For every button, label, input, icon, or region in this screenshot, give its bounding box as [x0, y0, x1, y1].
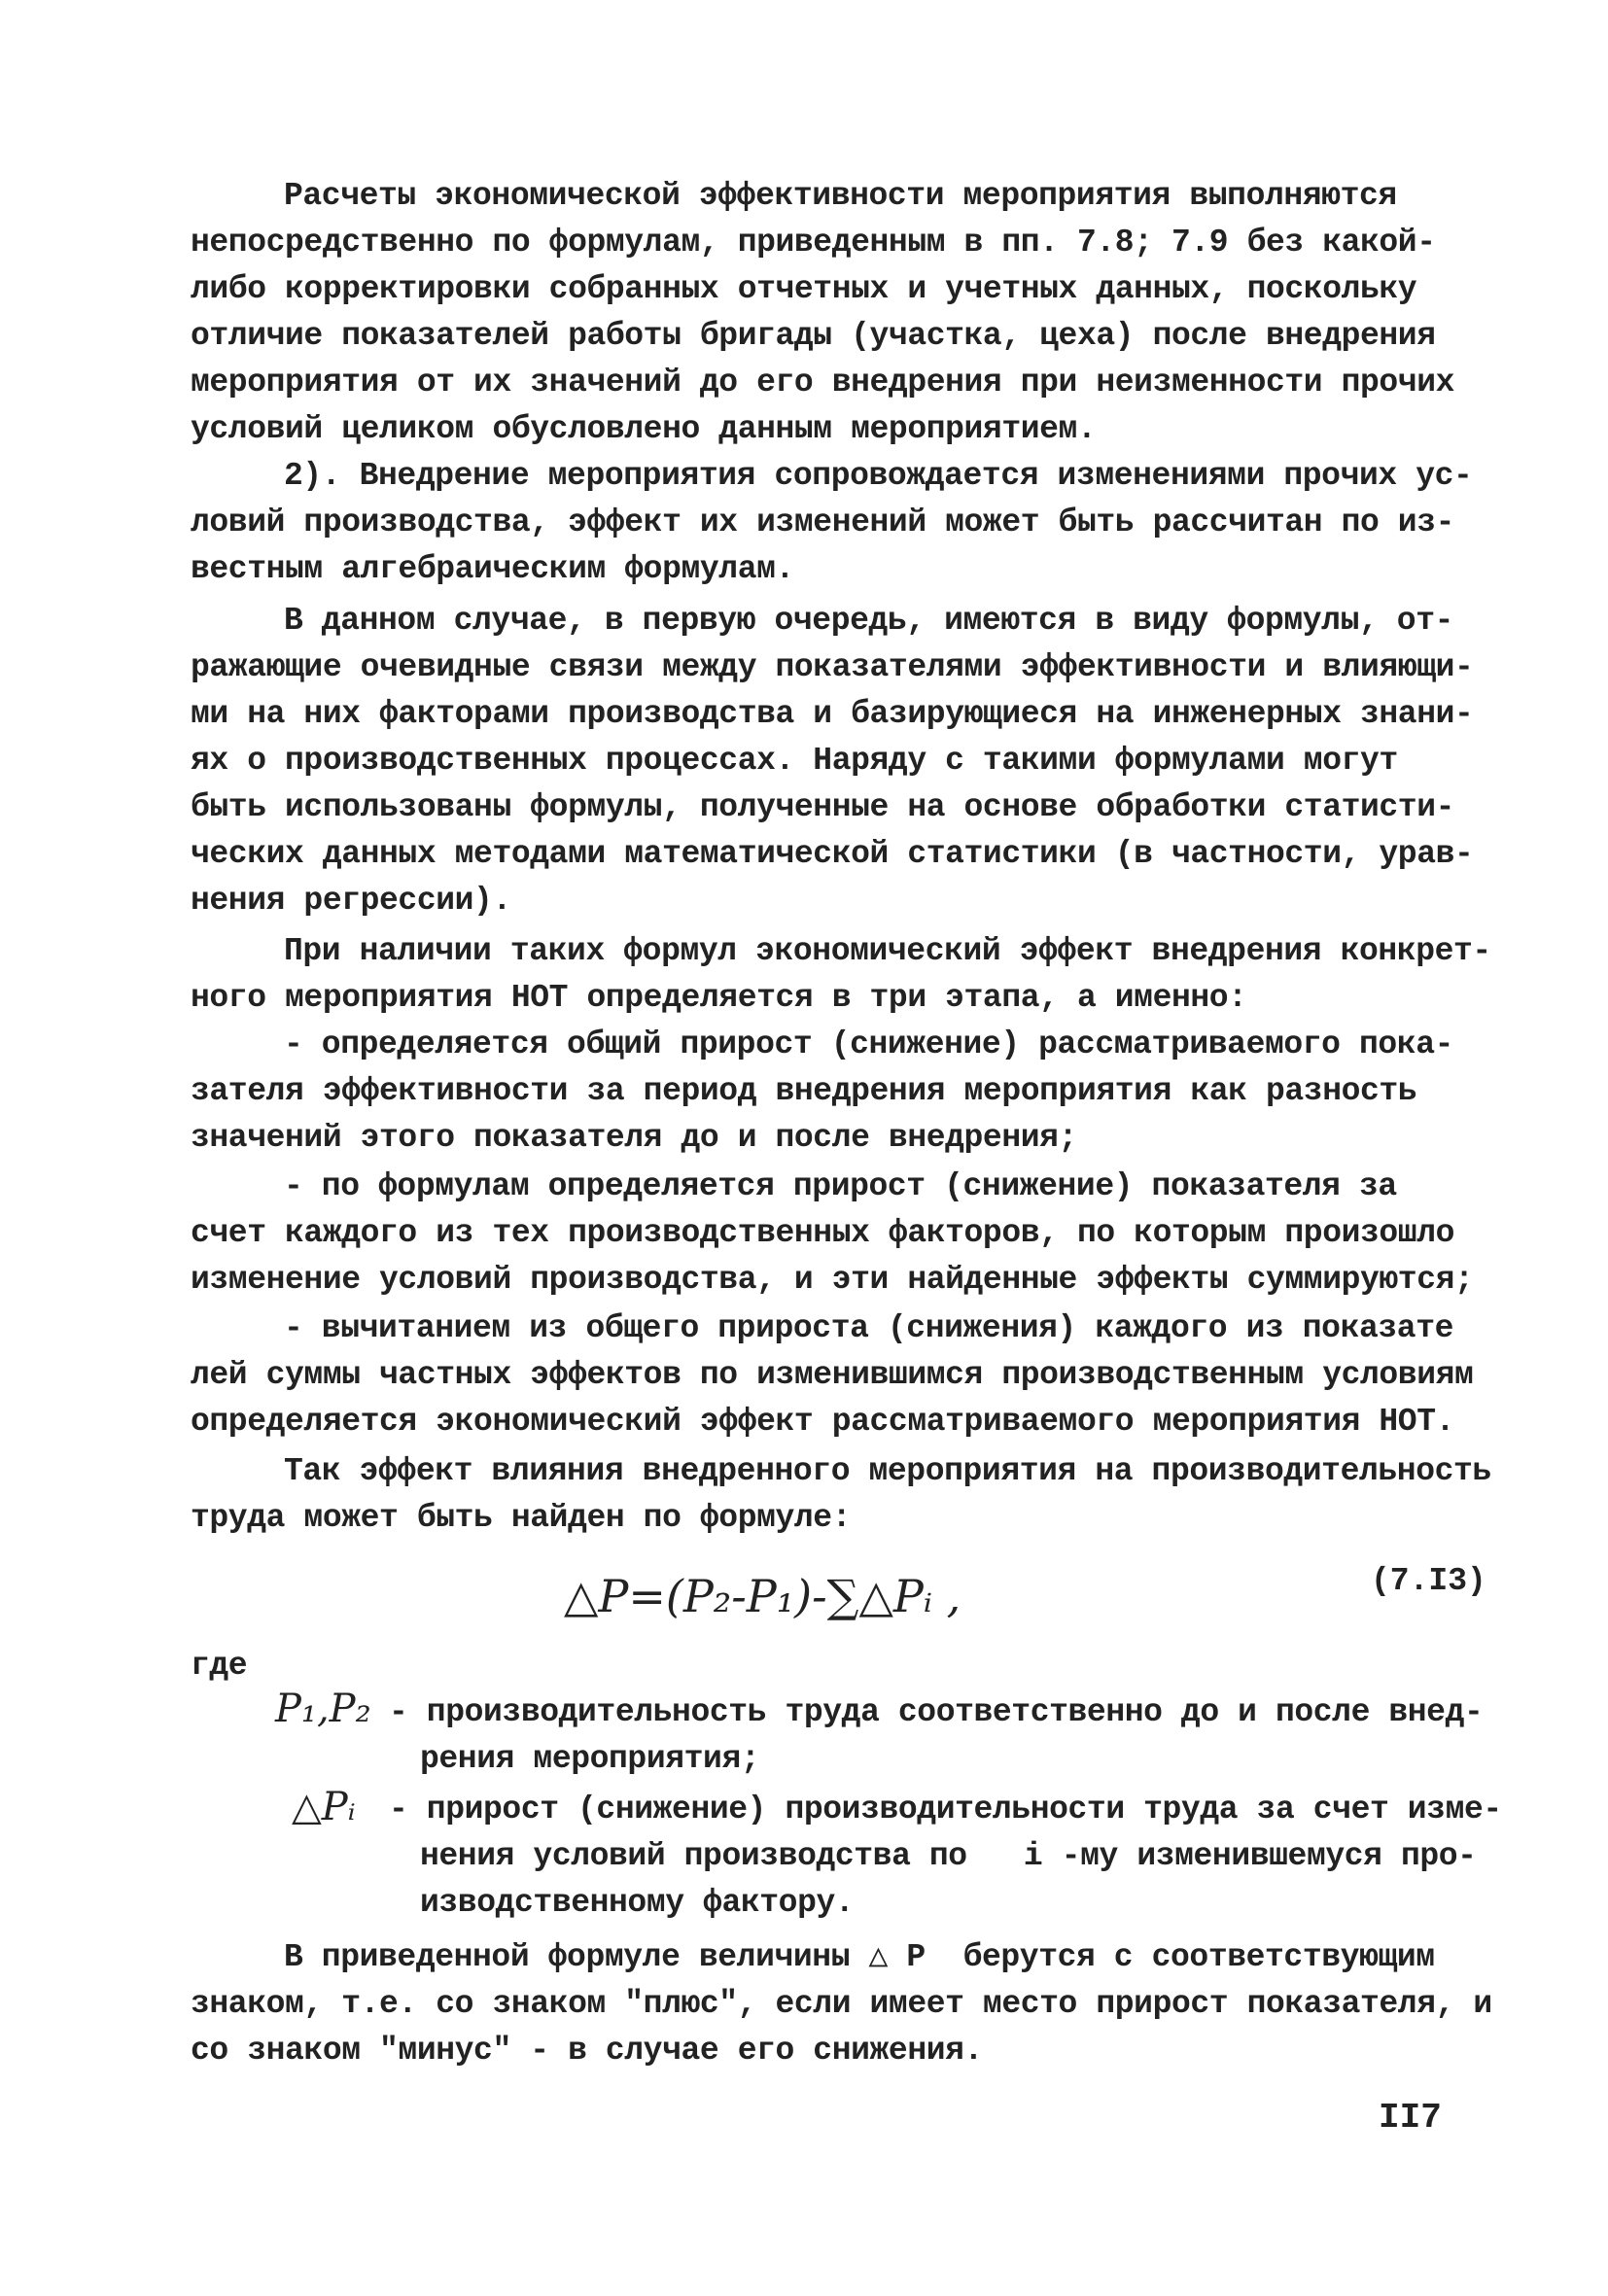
text-line: 2). Внедрение мероприятия сопровождается изменениями прочих ус- [284, 458, 1473, 494]
text-line: изменение условий производства, и эти найденные эффекты суммируются; [191, 1262, 1474, 1298]
text-line: непосредственно по формулам, приведенным в пп. 7.8; 7.9 без какой- [191, 225, 1436, 261]
text-line: - по формулам определяется прирост (снижение) показателя за [284, 1168, 1397, 1204]
text-line: определяется экономический эффект рассматриваемого мероприятия НОТ. [191, 1404, 1455, 1440]
text-line: В приведенной формуле величины △ P берутся с соответствующим [284, 1939, 1435, 1975]
text-line: труда может быть найден по формуле: [191, 1500, 852, 1536]
text-line: знаком, т.е. со знаком "плюс", если имеет место прирост показателя, и [191, 1986, 1492, 2022]
text-line: ловий производства, эффект их изменений может быть рассчитан по из- [191, 504, 1455, 540]
text-line: счет каждого из тех производственных факторов, по которым произошло [191, 1215, 1455, 1251]
text-line: Расчеты экономической эффективности мероприятия выполняются [284, 178, 1397, 214]
definition-text: рения мероприятия; [420, 1741, 760, 1777]
text-line: либо корректировки собранных отчетных и учетных данных, поскольку [191, 271, 1417, 307]
definition-symbol: △Pᵢ [292, 1785, 356, 1829]
definition-text: - прирост (снижение) производительности труда за счет изме- [389, 1792, 1502, 1827]
formula-7-13: △P=(P₂-P₁)-∑△Pᵢ , [564, 1570, 961, 1622]
text-line: зателя эффективности за период внедрения мероприятия как разность [191, 1073, 1417, 1109]
text-line: отличие показателей работы бригады (участка, цеха) после внедрения [191, 318, 1436, 354]
text-line: ми на них факторами производства и базирующиеся на инженерных знани- [191, 696, 1474, 732]
text-line: лей суммы частных эффектов по изменившимся производственным условиям [191, 1357, 1474, 1393]
text-line: При наличии таких формул экономический эффект внедрения конкрет- [284, 933, 1491, 969]
text-line: ражающие очевидные связи между показателями эффективности и влияющи- [191, 649, 1474, 685]
definition-text: изводственному фактору. [420, 1885, 855, 1921]
text-line: - вычитанием из общего прироста (снижения) каждого из показате [284, 1310, 1454, 1346]
text-line: быть использованы формулы, полученные на основе обработки статисти- [191, 789, 1455, 825]
where-label: где [191, 1648, 248, 1684]
text-line: условий целиком обусловлено данным мероприятием. [191, 411, 1097, 447]
text-line: мероприятия от их значений до его внедрения при неизменности прочих [191, 365, 1455, 400]
text-line: ческих данных методами математической статистики (в частности, урав- [191, 836, 1474, 872]
text-line: со знаком "минус" - в случае его снижения. [191, 2033, 983, 2069]
definition-symbol: P₁,P₂ [275, 1687, 371, 1731]
definition-text: нения условий производства по i -му изменившемуся про- [420, 1838, 1477, 1874]
text-line: Так эффект влияния внедренного мероприятия на производительность [284, 1453, 1491, 1489]
text-line: нения регрессии). [191, 883, 511, 919]
equation-number: (7.I3) [1371, 1563, 1486, 1599]
text-line: В данном случае, в первую очередь, имеются в виду формулы, от- [284, 603, 1454, 639]
text-line: - определяется общий прирост (снижение) рассматриваемого пока- [284, 1026, 1454, 1062]
page-number: II7 [1379, 2098, 1442, 2138]
text-line: ного мероприятия НОТ определяется в три этапа, а именно: [191, 980, 1247, 1016]
definition-text: - производительность труда соответственно до и после внед- [389, 1694, 1484, 1730]
text-line: значений этого показателя до и после внедрения; [191, 1120, 1077, 1156]
text-line: ях о производственных процессах. Наряду с такими формулами могут [191, 743, 1398, 779]
text-line: вестным алгебраическим формулам. [191, 551, 794, 587]
